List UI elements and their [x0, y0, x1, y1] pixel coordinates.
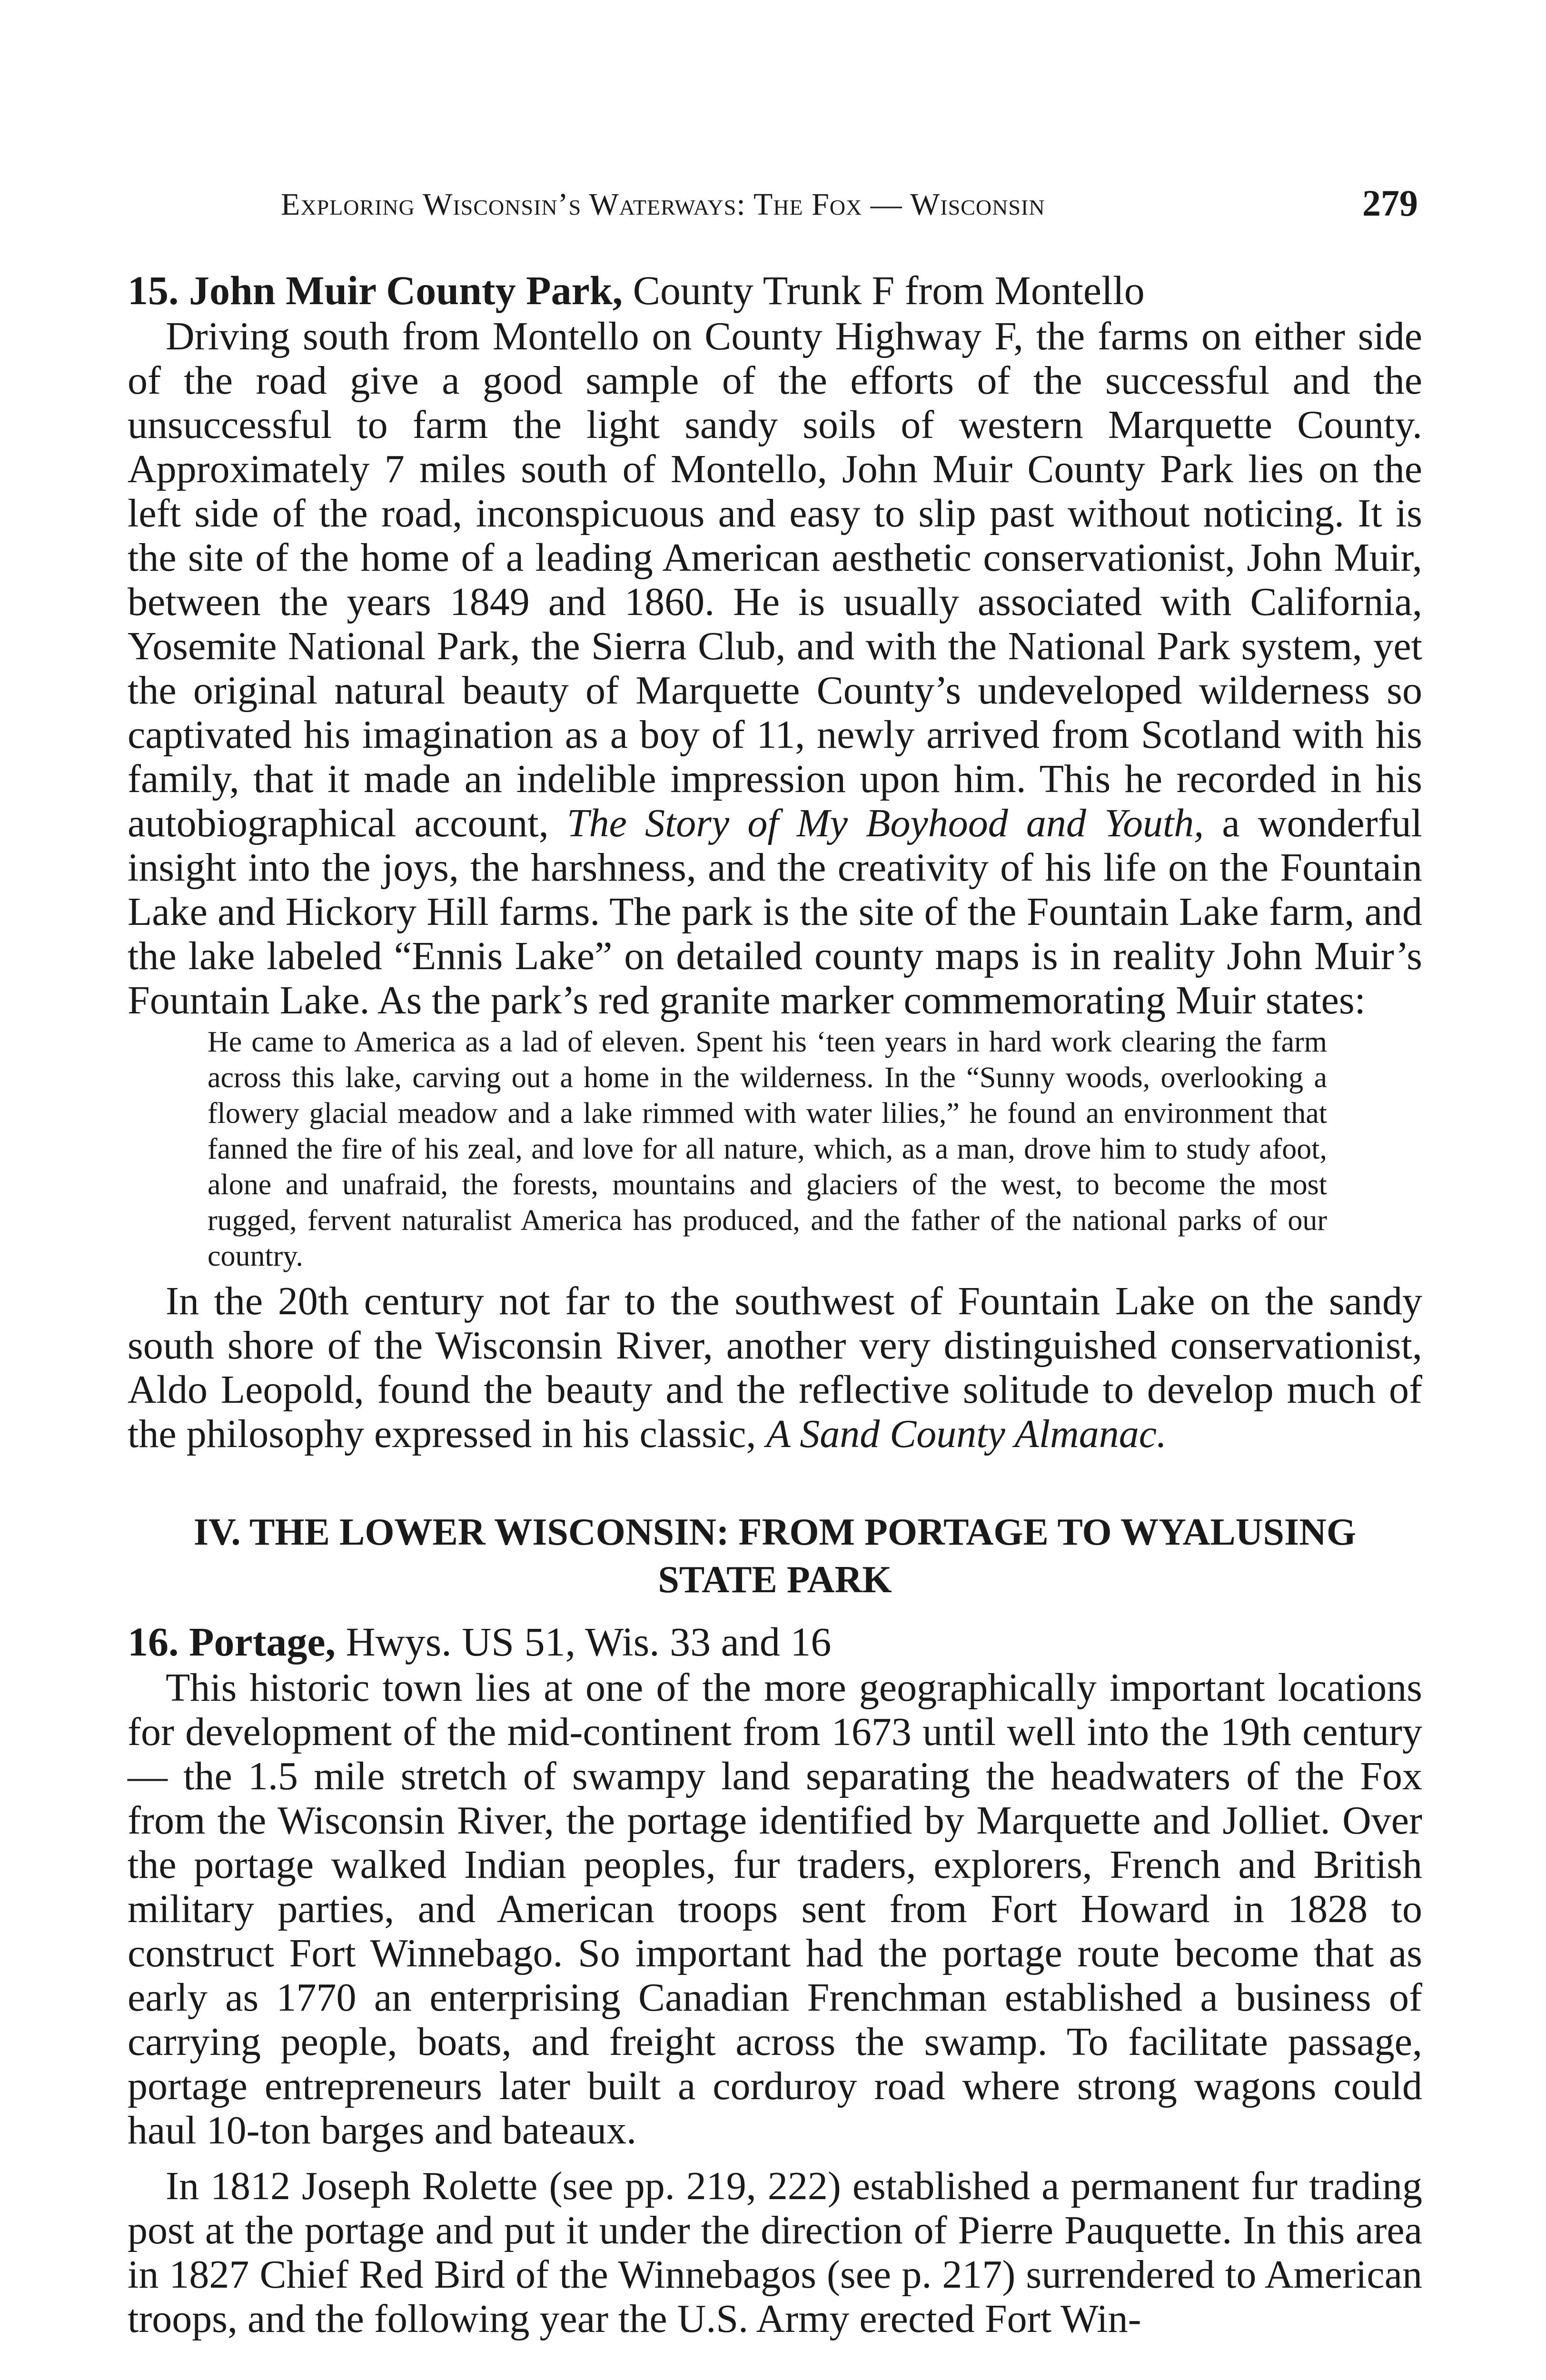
entry-15-name: John Muir County Park, [189, 268, 623, 313]
entry-15-paragraph-1-text-a: Driving south from Montello on County Highway F, the farms on either side of the road give a good sample of the efforts of the successful and the unsuccessful to farm the light sandy soils of western Marquette County. Approximately 7 miles south of Montello, John Muir County Park lies on the left side of the road, inconspicuous and easy to slip past without noticing. It is the site of the home of a leading American aesthetic conservationist, John Muir, between the years 1849 and 1860. He is usually associated with California, Yosemite National Park, the Sierra Club, and with the National Park system, yet the original natural beauty of Marquette County’s undeveloped wilderness so captivated his imagination as a boy of 11, newly arrived from Scotland with his family, that it made an indelible impression upon him. This he recorded in his autobiographical account, [128, 314, 1422, 845]
page-content [128, 267, 1422, 2341]
entry-15-paragraph-2-text: In the 20th century not far to the southwest of Fountain Lake on the sandy south shore of the Wisconsin River, another very distinguished conservationist, Aldo Leopold, found the beauty and the reflective solitude to develop much of the philosophy expressed in his classic, [128, 1279, 1422, 1456]
entry-15-location: County Trunk F from Montello [633, 268, 1145, 313]
entry-16-number: 16. [128, 1619, 179, 1665]
entry-15-paragraph-1 [128, 314, 1422, 1022]
granite-marker-quote: He came to America as a lad of eleven. Spent his ‘teen years in hard work clearing the farm across this lake, carving out a home in the wilderness. In the “Sunny woods, overlooking a flowery glacial meadow and a lake rimmed with water lilies,” he found an environment that fanned the fire of his zeal, and love for all nature, which, as a man, drove him to study afoot, alone and unafraid, the forests, mountains and glaciers of the west, to become the most rugged, fervent naturalist America has produced, and the father of the national parks of our country. [208, 1026, 1327, 1272]
running-title: Exploring Wisconsin’s Waterways: The Fox — Wisconsin [281, 187, 1045, 222]
entry-15-paragraph-1-text-b: a wonderful insight into the joys, the harshness, and the creativity of his life on the Fountain Lake and Hickory Hill farms. The park is the site of the Fountain Lake farm, and the lake labeled “Ennis Lake” on detailed county maps is in reality John Muir’s Fountain Lake. As the park’s red granite marker commemorating Muir states: [128, 801, 1423, 1022]
section-heading: IV. THE LOWER WISCONSIN: FROM PORTAGE TO WYALUSING STATE PARK [193, 1511, 1357, 1601]
entry-16-paragraph-1: This historic town lies at one of the more geographically important locations for development of the mid-continent from 1673 until well into the 19th century — the 1.5 mile stretch of swampy land separating the headwaters of the Fox from the Wisconsin River, the portage identified by Marquette and Jolliet. Over the portage walked Indian peoples, fur traders, explorers, French and British military parties, and American troops sent from Fort Howard in 1828 to construct Fort Winnebago. So important had the portage route become that as early as 1770 an enterprising Canadian Frenchman established a business of carrying people, boats, and freight across the swamp. To facilitate passage, portage entrepreneurs later built a corduroy road where strong wagons could haul 10-ton barges and bateaux. [128, 1666, 1422, 2152]
page-number: 279 [1362, 182, 1418, 224]
entry-15-heading [128, 267, 1422, 314]
book-title-story-of-my-boyhood: The Story of My Boyhood and Youth, [566, 801, 1204, 845]
entry-16-paragraph-2: In 1812 Joseph Rolette (see pp. 219, 222) established a permanent fur trading post at the portage and put it under the direction of Pierre Pauquette. In this area in 1827 Chief Red Bird of the Winnebagos (see p. 217) surrendered to American troops, and the following year the U.S. Army erected Fort Win- [128, 2164, 1422, 2341]
entry-15-number: 15. [128, 268, 179, 313]
book-title-sand-county-almanac: A Sand County Almanac. [766, 1412, 1167, 1456]
running-header [281, 187, 1045, 223]
entry-16-name: Portage, [189, 1619, 336, 1665]
entry-15-paragraph-2 [128, 1279, 1422, 1456]
entry-16-location: Hwys. US 51, Wis. 33 and 16 [346, 1619, 832, 1665]
entry-16-heading [128, 1618, 1422, 1666]
